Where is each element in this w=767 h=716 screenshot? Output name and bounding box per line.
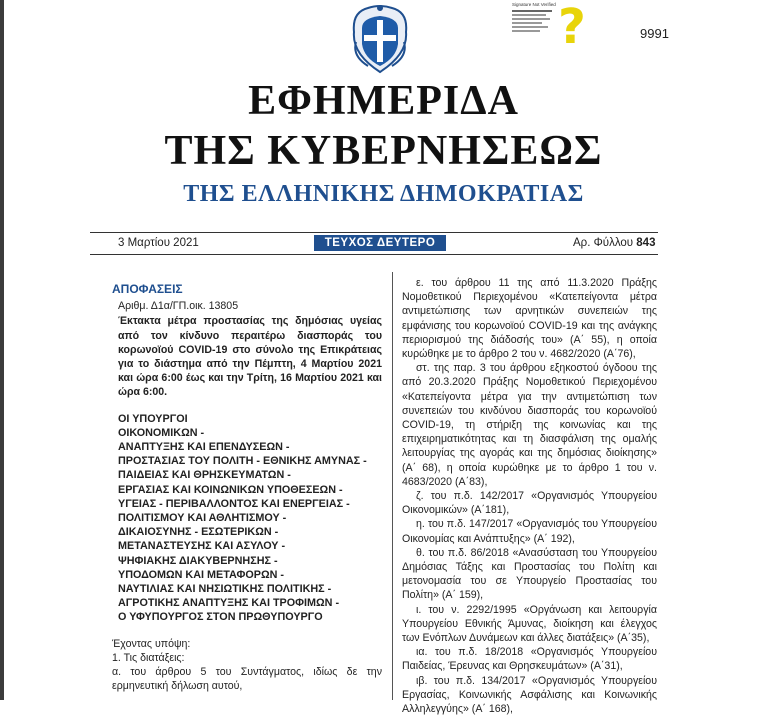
minister-line: ΝΑΥΤΙΛΙΑΣ ΚΑΙ ΝΗΣΙΩΤΙΚΗΣ ΠΟΛΙΤΙΚΗΣ -: [118, 583, 332, 596]
minister-line: ΜΕΤΑΝΑΣΤΕΥΣΗΣ ΚΑΙ ΑΣΥΛΟΥ -: [118, 540, 286, 553]
digital-signature-stamp: [512, 2, 604, 60]
provision-paragraph: θ. του π.δ. 86/2018 «Ανασύσταση του Υπουργείου Δημόσιας Τάξης και Προστασίας του Πολίτη και μετονομασία του σε Υπουργείο Προστασίας του Πολίτη» (Α΄ 159),: [402, 546, 657, 602]
minister-line: ΠΑΙΔΕΙΑΣ ΚΑΙ ΘΡΗΣΚΕΥΜΑΤΩΝ -: [118, 469, 291, 482]
bottom-rule: [90, 254, 658, 255]
minister-line: ΟΙ ΥΠΟΥΡΓΟΙ: [118, 412, 188, 425]
minister-line: ΑΓΡΟΤΙΚΗΣ ΑΝΑΠΤΥΞΗΣ ΚΑΙ ΤΡΟΦΙΜΩΝ -: [118, 597, 340, 610]
provision-paragraph: ι. του ν. 2292/1995 «Οργάνωση και λειτουργία Υπουργείου Εθνικής Άμυνας, διοίκηση και έλεγχος των Ενόπλων Δυνάμεων και άλλες διατάξεις» (Α΄35),: [402, 603, 657, 645]
minister-line: ΟΙΚΟΝΟΜΙΚΩΝ -: [118, 426, 205, 439]
minister-line: ΠΡΟΣΤΑΣΙΑΣ ΤΟΥ ΠΟΛΙΤΗ - ΕΘΝΙΚΗΣ ΑΜΥΝΑΣ -: [118, 455, 367, 468]
provision-paragraph: ε. του άρθρου 11 της από 11.3.2020 Πράξης Νομοθετικού Περιεχομένου «Κατεπείγοντα μέτρα αντιμετώπισης των αρνητικών συνεπειών της εμφάνισης του κορωνοϊού COVID-19 και της ανάγκης περιορισμού της διάδοσής του» (Α΄ 55), η οποία κυρώθηκε με το άρθρο 2 του ν. 4682/2020 (Α΄76),: [402, 277, 657, 361]
issue-type-badge: ΤΕΥΧΟΣ ΔΕΥΤΕΡΟ: [314, 235, 446, 251]
provisions-item: 1. Τις διατάξεις:: [112, 651, 185, 664]
gazette-title-line2: ΤΗΣ ΚΥΒΕΡΝΗΣΕΩΣ: [164, 128, 603, 174]
provision-paragraph: στ. της παρ. 3 του άρθρου εξηκοστού όγδοου της από 20.3.2020 Πράξης Νομοθετικού Περιεχομένου «Κατεπείγοντα μέτρα για την αντιμετώπιση των συνεπειών του κινδύνου διασποράς του κορωνοϊού COVID-19, τη στήριξη της κοινωνίας και της επιχειρηματικότητας και τη διασφάλιση της ομαλής λειτουργίας της αγοράς και της δημόσιας διοίκησης» (Α΄ 68), η οποία κυρώθηκε με το άρθρο 1 του ν. 4683/2020 (Α΄83),: [402, 362, 657, 488]
provision-paragraph: η. του π.δ. 147/2017 «Οργανισμός του Υπουργείου Οικονομίας και Ανάπτυξης» (Α΄ 192),: [402, 518, 657, 545]
decision-reference: Αριθμ. Δ1α/ΓΠ.οικ. 13805: [118, 300, 239, 313]
provision-paragraph: ιβ. του π.δ. 134/2017 «Οργανισμός Υπουργείου Εργασίας, Κοινωνικής Ασφάλισης και Κοινωνικής Αλληλεγγύης» (Α΄ 168),: [402, 674, 657, 716]
decision-heading: Έκτακτα μέτρα προστασίας της δημόσιας υγείας από τον κίνδυνο περαιτέρω διασποράς του κορωνοϊού COVID-19 στο σύνολο της Επικράτειας για το διάστημα από την Πέμπτη, 4 Μαρτίου 2021 και ώρα 6:00 έως και την Τρίτη, 16 Μαρτίου 2021 και ώρα 6:00.: [118, 315, 382, 399]
considering-label: Έχοντας υπόψη:: [112, 637, 191, 650]
signature-status-text: Signature Not Verified: [512, 2, 556, 7]
minister-line: ΥΠΟΔΟΜΩΝ ΚΑΙ ΜΕΤΑΦΟΡΩΝ -: [118, 568, 285, 581]
provision-paragraph: ια. του π.δ. 18/2018 «Οργανισμός Υπουργείου Παιδείας, Έρευνας και Θρησκευμάτων» (Α΄31),: [402, 646, 657, 673]
ministers-list: [118, 412, 382, 625]
signature-unverified-icon: ?: [558, 2, 586, 55]
issue-date: 3 Μαρτίου 2021: [118, 237, 199, 249]
minister-line: ΔΙΚΑΙΟΣΥΝΗΣ - ΕΣΩΤΕΡΙΚΩΝ -: [118, 526, 279, 539]
right-column: [402, 276, 657, 716]
minister-line: ΑΝΑΠΤΥΞΗΣ ΚΑΙ ΕΠΕΝΔΥΣΕΩΝ -: [118, 441, 290, 454]
provision-paragraph: ζ. του π.δ. 142/2017 «Οργανισμός Υπουργείου Οικονομικών» (Α΄181),: [402, 490, 657, 517]
coat-of-arms-emblem: [348, 2, 412, 74]
gazette-subtitle: ΤΗΣ ΕΛΛΗΝΙΚΗΣ ΔΗΜΟΚΡΑΤΙΑΣ: [183, 181, 584, 207]
page-number: 9991: [640, 26, 669, 41]
column-separator: [392, 272, 393, 700]
minister-line: ΠΟΛΙΤΙΣΜΟΥ ΚΑΙ ΑΘΛΗΤΙΣΜΟΥ -: [118, 512, 287, 525]
sheet-label: Αρ. Φύλλου: [573, 237, 634, 249]
gazette-title-line1: ΕΦΗΜΕΡΙΔΑ: [248, 78, 519, 124]
minister-line: ΕΡΓΑΣΙΑΣ ΚΑΙ ΚΟΙΝΩΝΙΚΩΝ ΥΠΟΘΕΣΕΩΝ -: [118, 483, 343, 496]
left-column: [112, 282, 382, 693]
sheet-number: [573, 237, 655, 249]
minister-line: ΥΓΕΙΑΣ - ΠΕΡΙΒΑΛΛΟΝΤΟΣ ΚΑΙ ΕΝΕΡΓΕΙΑΣ -: [118, 497, 350, 510]
minister-line: ΨΗΦΙΑΚΗΣ ΔΙΑΚΥΒΕΡΝΗΣΗΣ -: [118, 554, 278, 567]
sheet-number-value: 843: [636, 237, 656, 249]
top-rule: [90, 232, 658, 233]
minister-line: Ο ΥΦΥΠΟΥΡΓΟΣ ΣΤΟΝ ΠΡΩΘΥΠΟΥΡΓΟ: [118, 611, 323, 624]
provision-a: α. του άρθρου 5 του Συντάγματος, ιδίως δε την ερμηνευτική δήλωση αυτού,: [112, 666, 382, 693]
section-title: ΑΠΟΦΑΣΕΙΣ: [112, 282, 183, 296]
